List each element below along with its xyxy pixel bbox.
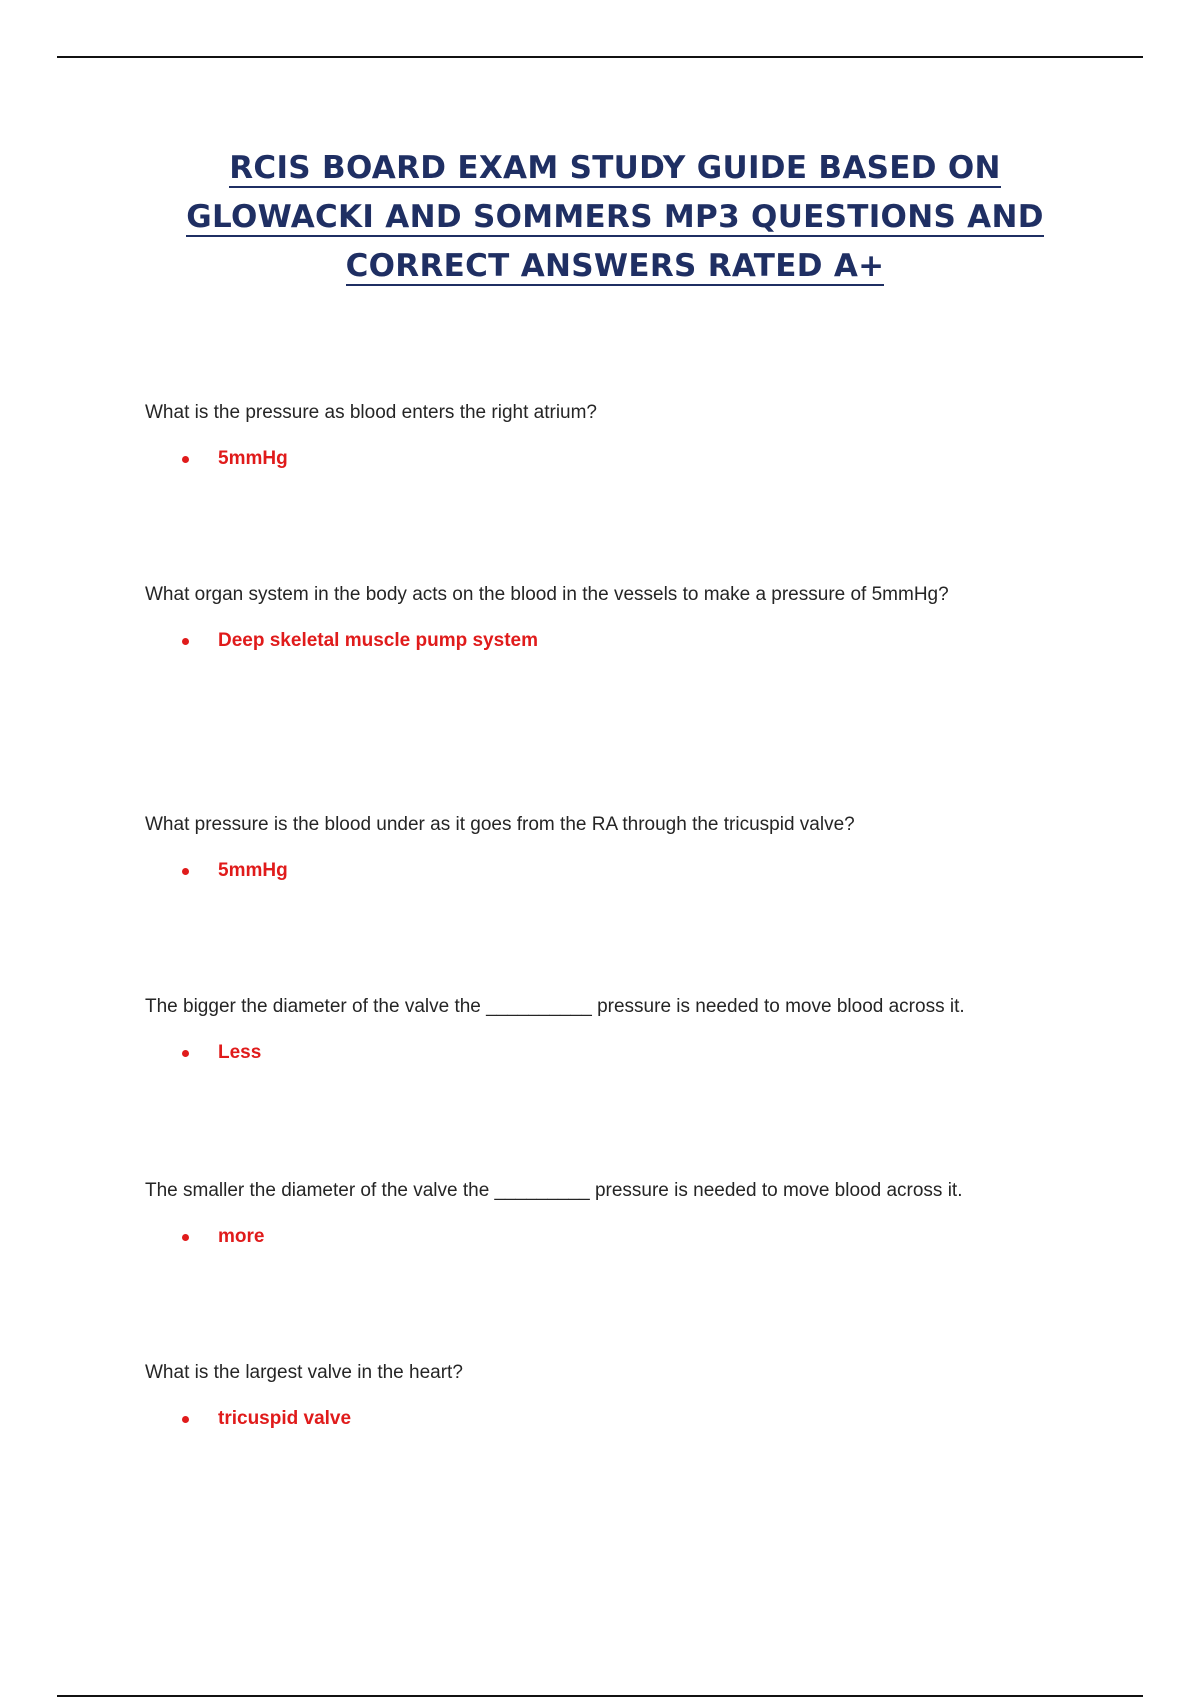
question-text: The bigger the diameter of the valve the __________ pressure is needed to move blood across it.: [145, 996, 965, 1017]
qa-item: [145, 1178, 1085, 1250]
title-line: [120, 193, 1110, 242]
answer-list: [145, 446, 1085, 472]
answer-item: [145, 446, 1085, 472]
header-rule: [57, 56, 1143, 58]
bullet-icon: [182, 638, 189, 645]
question-text: The smaller the diameter of the valve the _________ pressure is needed to move blood across it.: [145, 1180, 963, 1201]
answer-text: 5mmHg: [218, 860, 288, 881]
answer-list: [145, 1224, 1085, 1250]
answer-item: [145, 1406, 1085, 1432]
answer-text: 5mmHg: [218, 448, 288, 469]
question-text: What pressure is the blood under as it goes from the RA through the tricuspid valve?: [145, 814, 855, 835]
question-text: What is the largest valve in the heart?: [145, 1362, 463, 1383]
answer-item: [145, 858, 1085, 884]
document-title: [120, 144, 1110, 291]
answer-item: [145, 628, 1085, 654]
answer-list: [145, 1406, 1085, 1432]
answer-text: Deep skeletal muscle pump system: [218, 630, 538, 651]
answer-text: more: [218, 1226, 265, 1247]
bullet-icon: [182, 1234, 189, 1241]
answer-list: [145, 628, 1085, 654]
bullet-icon: [182, 868, 189, 875]
title-line-text: CORRECT ANSWERS RATED A+: [345, 248, 885, 284]
qa-item: [145, 1360, 1085, 1432]
answer-item: [145, 1224, 1085, 1250]
title-line: [120, 144, 1110, 193]
title-line: [120, 242, 1110, 291]
answer-list: [145, 858, 1085, 884]
footer-rule: [57, 1695, 1143, 1697]
answer-item: [145, 1040, 1085, 1066]
qa-item: [145, 582, 1085, 654]
answer-text: Less: [218, 1042, 262, 1063]
qa-item: [145, 994, 1085, 1066]
qa-item: [145, 812, 1085, 884]
bullet-icon: [182, 1050, 189, 1057]
question-text: What is the pressure as blood enters the right atrium?: [145, 402, 598, 423]
question-text: What organ system in the body acts on the blood in the vessels to make a pressure of 5mmHg?: [145, 584, 949, 605]
title-line-text: GLOWACKI AND SOMMERS MP3 QUESTIONS AND: [186, 199, 1044, 235]
answer-text: tricuspid valve: [218, 1408, 352, 1429]
title-line-text: RCIS BOARD EXAM STUDY GUIDE BASED ON: [229, 150, 1001, 186]
bullet-icon: [182, 456, 189, 463]
qa-item: [145, 400, 1085, 472]
bullet-icon: [182, 1416, 189, 1423]
answer-list: [145, 1040, 1085, 1066]
